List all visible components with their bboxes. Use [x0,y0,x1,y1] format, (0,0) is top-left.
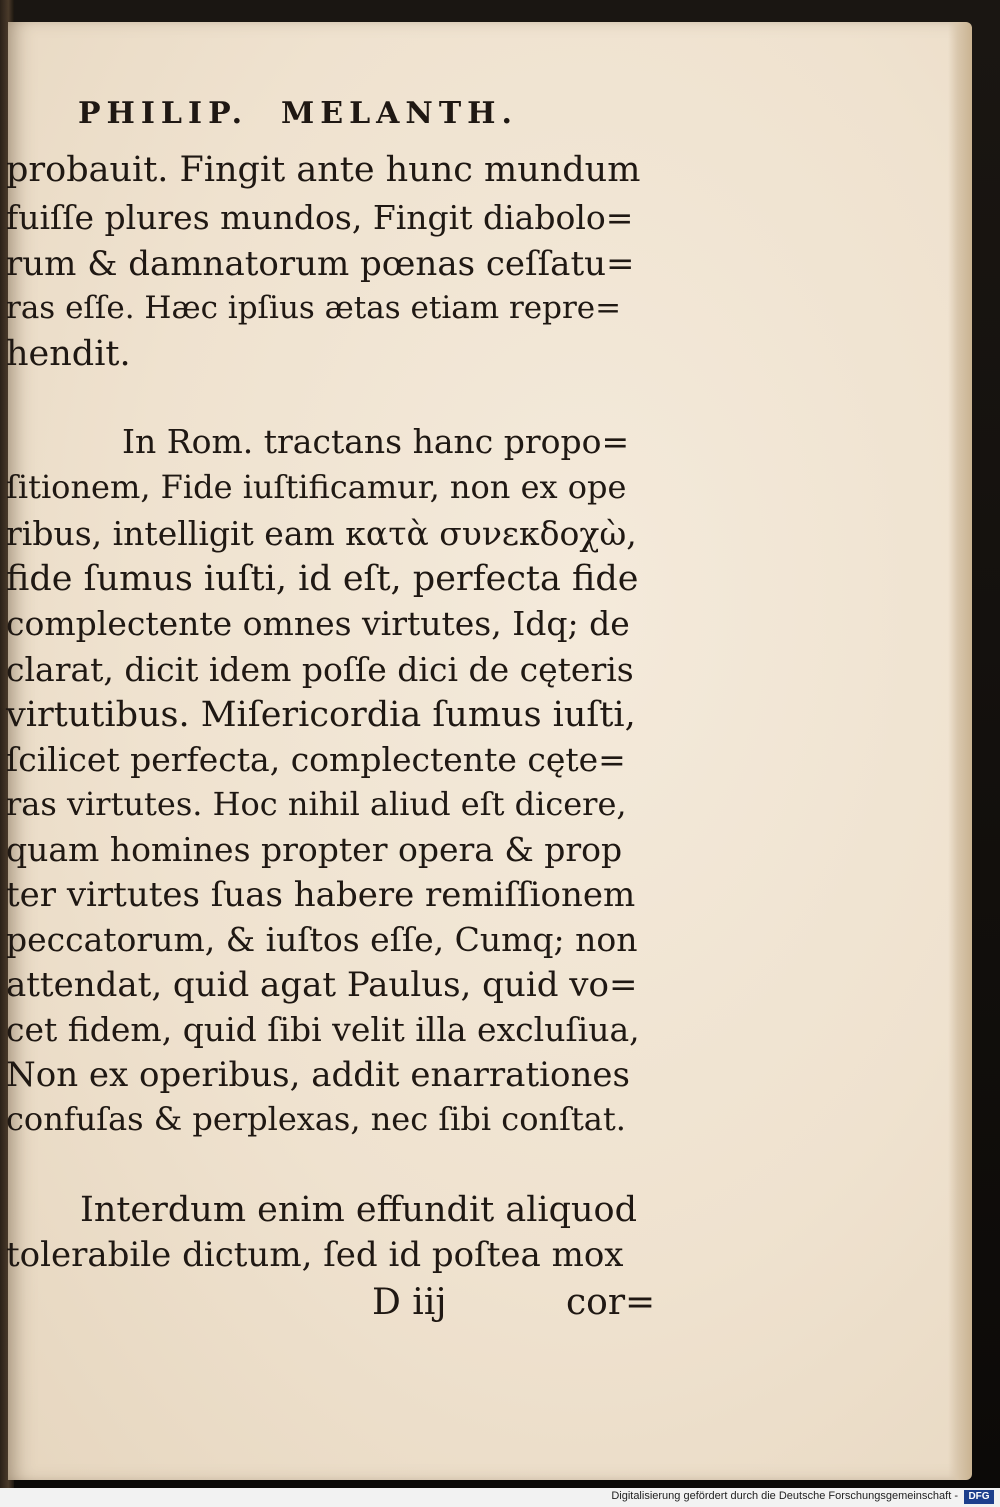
text-line: cet fidem, quid ſibi velit illa excluſiua, [6,1010,640,1049]
text-line: attendat, quid agat Paulus, quid vo= [6,965,638,1005]
text-line: clarat, dicit idem poſſe dici de cęteris [6,650,634,689]
text-line: ſcilicet perfecta, complectente cęte= [6,740,626,779]
page-edge [948,22,972,1480]
text-line: hendit. [6,334,131,374]
text-line: fuiſſe plures mundos, Fingit diabolo= [6,198,634,237]
text-line: ter virtutes ſuas habere remiſſionem [6,875,636,915]
text-line: quam homines propter opera & prop [6,830,623,869]
catchword: cor= [566,1282,656,1323]
text-line: ſitionem, Fide iuſtificamur, non ex ope [6,468,627,506]
text-line: tolerabile dictum, ſed id poſtea mox [6,1235,624,1275]
signature-mark: D iij [372,1282,447,1323]
text-line: virtutibus. Miſericordia ſumus iuſti, [6,695,636,735]
footer-credit: Digitalisierung gefördert durch die Deutsche Forschungsgemeinschaft - [611,1490,958,1502]
text-line: ras eſſe. Hæc ipſius ætas etiam repre= [6,290,622,326]
text-line: ribus, intelligit eam κατὰ συνεκδοχὼ, [6,514,637,553]
text-line: ras virtutes. Hoc nihil aliud eſt dicere, [6,785,627,823]
text-line: In Rom. tractans hanc propo= [122,422,630,461]
text-line: complectente omnes virtutes, Idq; de [6,604,630,643]
text-line: confuſas & perplexas, nec ſibi conſtat. [6,1100,626,1138]
text-line: peccatorum, & iuſtos eſſe, Cumq; non [6,920,638,959]
text-line: Non ex operibus, addit enarrationes [6,1055,630,1095]
text-line: probauit. Fingit ante hunc mundum [6,150,641,190]
text-line: Interdum enim effundit aliquod [80,1190,638,1230]
running-head: PHILIP. MELANTH. [78,96,518,131]
dfg-logo-icon: DFG [964,1490,994,1504]
text-line: rum & damnatorum pœnas ceſſatu= [6,244,635,284]
text-line: fide ſumus iuſti, id eſt, perfecta fide [6,559,639,599]
